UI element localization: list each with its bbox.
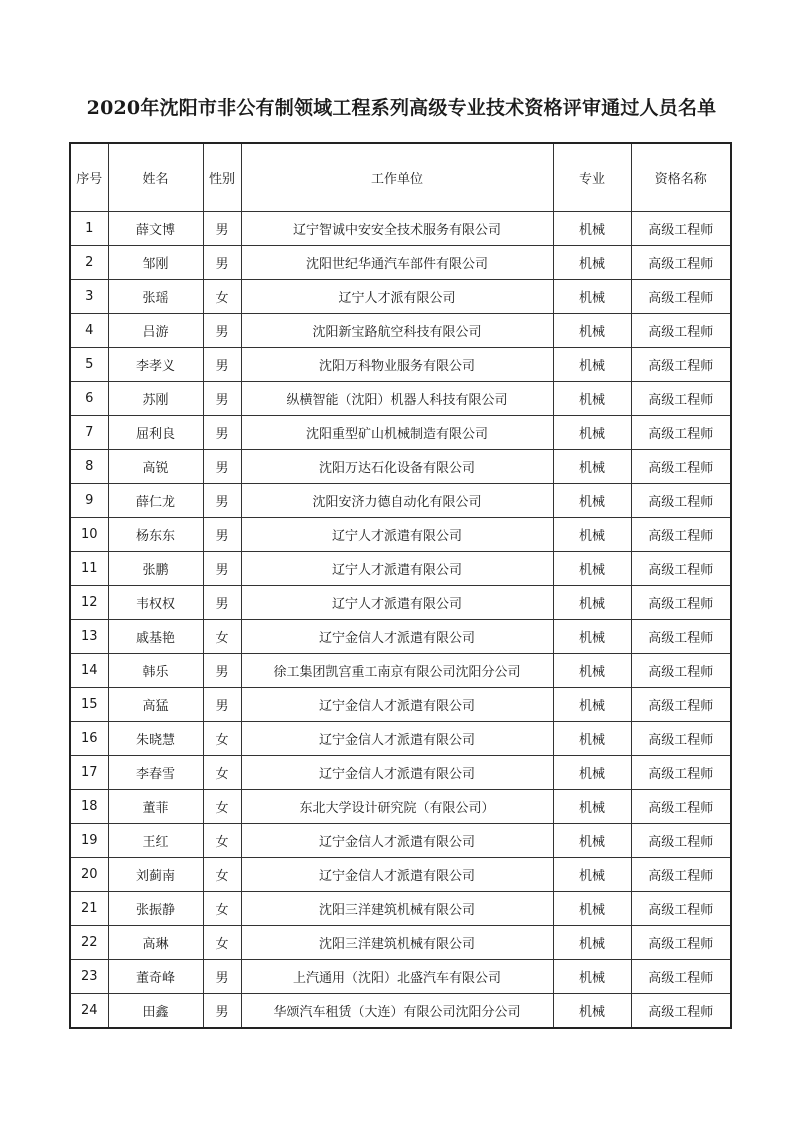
cell-gender: 女 bbox=[203, 926, 241, 960]
cell-major: 机械 bbox=[553, 586, 631, 620]
cell-name: 邹刚 bbox=[108, 246, 203, 280]
cell-name: 高琳 bbox=[108, 926, 203, 960]
cell-major: 机械 bbox=[553, 518, 631, 552]
cell-qualification: 高级工程师 bbox=[631, 450, 731, 484]
cell-major: 机械 bbox=[553, 858, 631, 892]
table-row bbox=[70, 824, 731, 858]
cell-qualification: 高级工程师 bbox=[631, 654, 731, 688]
cell-major: 机械 bbox=[553, 824, 631, 858]
cell-employer: 辽宁金信人才派遣有限公司 bbox=[241, 620, 553, 654]
cell-seq: 9 bbox=[70, 484, 108, 518]
cell-seq: 7 bbox=[70, 416, 108, 450]
cell-seq: 20 bbox=[70, 858, 108, 892]
cell-name: 董菲 bbox=[108, 790, 203, 824]
cell-major: 机械 bbox=[553, 552, 631, 586]
cell-qualification: 高级工程师 bbox=[631, 416, 731, 450]
header-name: 姓名 bbox=[108, 143, 203, 212]
cell-qualification: 高级工程师 bbox=[631, 994, 731, 1029]
header-gender: 性别 bbox=[203, 143, 241, 212]
table-row bbox=[70, 348, 731, 382]
cell-major: 机械 bbox=[553, 314, 631, 348]
table-row bbox=[70, 858, 731, 892]
cell-gender: 女 bbox=[203, 824, 241, 858]
cell-qualification: 高级工程师 bbox=[631, 518, 731, 552]
cell-name: 薛文博 bbox=[108, 212, 203, 246]
table-row bbox=[70, 892, 731, 926]
document-title: 2020年沈阳市非公有制领域工程系列高级专业技术资格评审通过人员名单 bbox=[86, 97, 717, 119]
table-row bbox=[70, 926, 731, 960]
cell-employer: 沈阳三洋建筑机械有限公司 bbox=[241, 892, 553, 926]
cell-name: 苏刚 bbox=[108, 382, 203, 416]
table-row bbox=[70, 280, 731, 314]
cell-seq: 18 bbox=[70, 790, 108, 824]
cell-major: 机械 bbox=[553, 654, 631, 688]
cell-name: 张瑶 bbox=[108, 280, 203, 314]
cell-gender: 男 bbox=[203, 416, 241, 450]
cell-name: 董奇峰 bbox=[108, 960, 203, 994]
cell-gender: 女 bbox=[203, 756, 241, 790]
cell-gender: 男 bbox=[203, 450, 241, 484]
table-body bbox=[70, 212, 731, 1029]
cell-employer: 沈阳新宝路航空科技有限公司 bbox=[241, 314, 553, 348]
cell-qualification: 高级工程师 bbox=[631, 722, 731, 756]
cell-major: 机械 bbox=[553, 416, 631, 450]
cell-employer: 纵横智能（沈阳）机器人科技有限公司 bbox=[241, 382, 553, 416]
header-major: 专业 bbox=[553, 143, 631, 212]
header-qualification: 资格名称 bbox=[631, 143, 731, 212]
cell-seq: 15 bbox=[70, 688, 108, 722]
cell-qualification: 高级工程师 bbox=[631, 212, 731, 246]
cell-qualification: 高级工程师 bbox=[631, 314, 731, 348]
table-row bbox=[70, 246, 731, 280]
cell-qualification: 高级工程师 bbox=[631, 280, 731, 314]
cell-seq: 4 bbox=[70, 314, 108, 348]
cell-name: 吕游 bbox=[108, 314, 203, 348]
cell-major: 机械 bbox=[553, 382, 631, 416]
cell-gender: 女 bbox=[203, 892, 241, 926]
cell-seq: 5 bbox=[70, 348, 108, 382]
cell-gender: 男 bbox=[203, 586, 241, 620]
cell-major: 机械 bbox=[553, 790, 631, 824]
cell-major: 机械 bbox=[553, 280, 631, 314]
cell-gender: 男 bbox=[203, 212, 241, 246]
cell-gender: 女 bbox=[203, 280, 241, 314]
cell-major: 机械 bbox=[553, 926, 631, 960]
cell-name: 韩乐 bbox=[108, 654, 203, 688]
cell-qualification: 高级工程师 bbox=[631, 858, 731, 892]
table-row bbox=[70, 756, 731, 790]
header-employer: 工作单位 bbox=[241, 143, 553, 212]
cell-employer: 辽宁金信人才派遣有限公司 bbox=[241, 824, 553, 858]
cell-seq: 14 bbox=[70, 654, 108, 688]
cell-gender: 男 bbox=[203, 246, 241, 280]
cell-name: 高锐 bbox=[108, 450, 203, 484]
cell-qualification: 高级工程师 bbox=[631, 926, 731, 960]
cell-major: 机械 bbox=[553, 892, 631, 926]
cell-gender: 男 bbox=[203, 348, 241, 382]
table-row bbox=[70, 314, 731, 348]
cell-gender: 男 bbox=[203, 484, 241, 518]
table-row bbox=[70, 518, 731, 552]
table-row bbox=[70, 654, 731, 688]
cell-seq: 17 bbox=[70, 756, 108, 790]
cell-name: 张振静 bbox=[108, 892, 203, 926]
cell-qualification: 高级工程师 bbox=[631, 586, 731, 620]
cell-name: 屈利良 bbox=[108, 416, 203, 450]
cell-employer: 沈阳万科物业服务有限公司 bbox=[241, 348, 553, 382]
cell-employer: 沈阳三洋建筑机械有限公司 bbox=[241, 926, 553, 960]
table-row bbox=[70, 620, 731, 654]
cell-gender: 男 bbox=[203, 518, 241, 552]
cell-seq: 2 bbox=[70, 246, 108, 280]
cell-gender: 男 bbox=[203, 994, 241, 1029]
cell-major: 机械 bbox=[553, 756, 631, 790]
cell-seq: 13 bbox=[70, 620, 108, 654]
cell-name: 杨东东 bbox=[108, 518, 203, 552]
cell-employer: 辽宁金信人才派遣有限公司 bbox=[241, 858, 553, 892]
cell-seq: 23 bbox=[70, 960, 108, 994]
cell-name: 李孝义 bbox=[108, 348, 203, 382]
cell-gender: 男 bbox=[203, 960, 241, 994]
cell-name: 田鑫 bbox=[108, 994, 203, 1029]
table-row bbox=[70, 212, 731, 246]
cell-major: 机械 bbox=[553, 484, 631, 518]
cell-employer: 辽宁金信人才派遣有限公司 bbox=[241, 756, 553, 790]
cell-qualification: 高级工程师 bbox=[631, 892, 731, 926]
cell-qualification: 高级工程师 bbox=[631, 246, 731, 280]
header-seq: 序号 bbox=[70, 143, 108, 212]
cell-major: 机械 bbox=[553, 348, 631, 382]
cell-major: 机械 bbox=[553, 722, 631, 756]
cell-name: 张鹏 bbox=[108, 552, 203, 586]
table-row bbox=[70, 790, 731, 824]
table-row bbox=[70, 552, 731, 586]
cell-qualification: 高级工程师 bbox=[631, 382, 731, 416]
cell-major: 机械 bbox=[553, 620, 631, 654]
cell-name: 朱晓慧 bbox=[108, 722, 203, 756]
personnel-table bbox=[69, 142, 732, 1029]
table-header bbox=[70, 143, 731, 212]
header-row bbox=[70, 143, 731, 212]
cell-name: 李春雪 bbox=[108, 756, 203, 790]
cell-gender: 男 bbox=[203, 314, 241, 348]
cell-major: 机械 bbox=[553, 994, 631, 1029]
cell-major: 机械 bbox=[553, 688, 631, 722]
cell-employer: 辽宁人才派遣有限公司 bbox=[241, 552, 553, 586]
table-row bbox=[70, 382, 731, 416]
cell-gender: 男 bbox=[203, 382, 241, 416]
cell-name: 高猛 bbox=[108, 688, 203, 722]
cell-seq: 22 bbox=[70, 926, 108, 960]
cell-employer: 辽宁人才派有限公司 bbox=[241, 280, 553, 314]
cell-employer: 辽宁智诚中安安全技术服务有限公司 bbox=[241, 212, 553, 246]
cell-seq: 24 bbox=[70, 994, 108, 1029]
cell-employer: 辽宁金信人才派遣有限公司 bbox=[241, 722, 553, 756]
table-row bbox=[70, 450, 731, 484]
table-row bbox=[70, 994, 731, 1029]
cell-qualification: 高级工程师 bbox=[631, 824, 731, 858]
cell-seq: 1 bbox=[70, 212, 108, 246]
cell-name: 王红 bbox=[108, 824, 203, 858]
cell-employer: 沈阳安济力德自动化有限公司 bbox=[241, 484, 553, 518]
cell-qualification: 高级工程师 bbox=[631, 552, 731, 586]
cell-name: 薛仁龙 bbox=[108, 484, 203, 518]
cell-employer: 上汽通用（沈阳）北盛汽车有限公司 bbox=[241, 960, 553, 994]
cell-employer: 辽宁人才派遣有限公司 bbox=[241, 586, 553, 620]
cell-employer: 沈阳万达石化设备有限公司 bbox=[241, 450, 553, 484]
cell-gender: 女 bbox=[203, 722, 241, 756]
cell-qualification: 高级工程师 bbox=[631, 620, 731, 654]
cell-employer: 东北大学设计研究院（有限公司） bbox=[241, 790, 553, 824]
table-row bbox=[70, 688, 731, 722]
cell-qualification: 高级工程师 bbox=[631, 688, 731, 722]
cell-qualification: 高级工程师 bbox=[631, 756, 731, 790]
cell-name: 刘蓟南 bbox=[108, 858, 203, 892]
cell-seq: 6 bbox=[70, 382, 108, 416]
cell-qualification: 高级工程师 bbox=[631, 484, 731, 518]
cell-gender: 男 bbox=[203, 688, 241, 722]
cell-major: 机械 bbox=[553, 212, 631, 246]
cell-gender: 女 bbox=[203, 858, 241, 892]
cell-qualification: 高级工程师 bbox=[631, 790, 731, 824]
cell-qualification: 高级工程师 bbox=[631, 960, 731, 994]
cell-employer: 辽宁金信人才派遣有限公司 bbox=[241, 688, 553, 722]
cell-seq: 21 bbox=[70, 892, 108, 926]
cell-seq: 19 bbox=[70, 824, 108, 858]
table-row bbox=[70, 416, 731, 450]
table-row bbox=[70, 586, 731, 620]
cell-employer: 华颂汽车租赁（大连）有限公司沈阳分公司 bbox=[241, 994, 553, 1029]
cell-seq: 16 bbox=[70, 722, 108, 756]
cell-major: 机械 bbox=[553, 450, 631, 484]
cell-qualification: 高级工程师 bbox=[631, 348, 731, 382]
cell-gender: 女 bbox=[203, 620, 241, 654]
cell-seq: 3 bbox=[70, 280, 108, 314]
cell-employer: 辽宁人才派遣有限公司 bbox=[241, 518, 553, 552]
cell-seq: 8 bbox=[70, 450, 108, 484]
cell-employer: 沈阳世纪华通汽车部件有限公司 bbox=[241, 246, 553, 280]
table-row bbox=[70, 960, 731, 994]
cell-name: 韦权权 bbox=[108, 586, 203, 620]
cell-major: 机械 bbox=[553, 246, 631, 280]
cell-gender: 男 bbox=[203, 654, 241, 688]
table-row bbox=[70, 722, 731, 756]
cell-seq: 11 bbox=[70, 552, 108, 586]
cell-gender: 男 bbox=[203, 552, 241, 586]
cell-major: 机械 bbox=[553, 960, 631, 994]
cell-employer: 沈阳重型矿山机械制造有限公司 bbox=[241, 416, 553, 450]
cell-employer: 徐工集团凯宫重工南京有限公司沈阳分公司 bbox=[241, 654, 553, 688]
cell-name: 戚基艳 bbox=[108, 620, 203, 654]
table-row bbox=[70, 484, 731, 518]
cell-seq: 10 bbox=[70, 518, 108, 552]
cell-seq: 12 bbox=[70, 586, 108, 620]
cell-gender: 女 bbox=[203, 790, 241, 824]
